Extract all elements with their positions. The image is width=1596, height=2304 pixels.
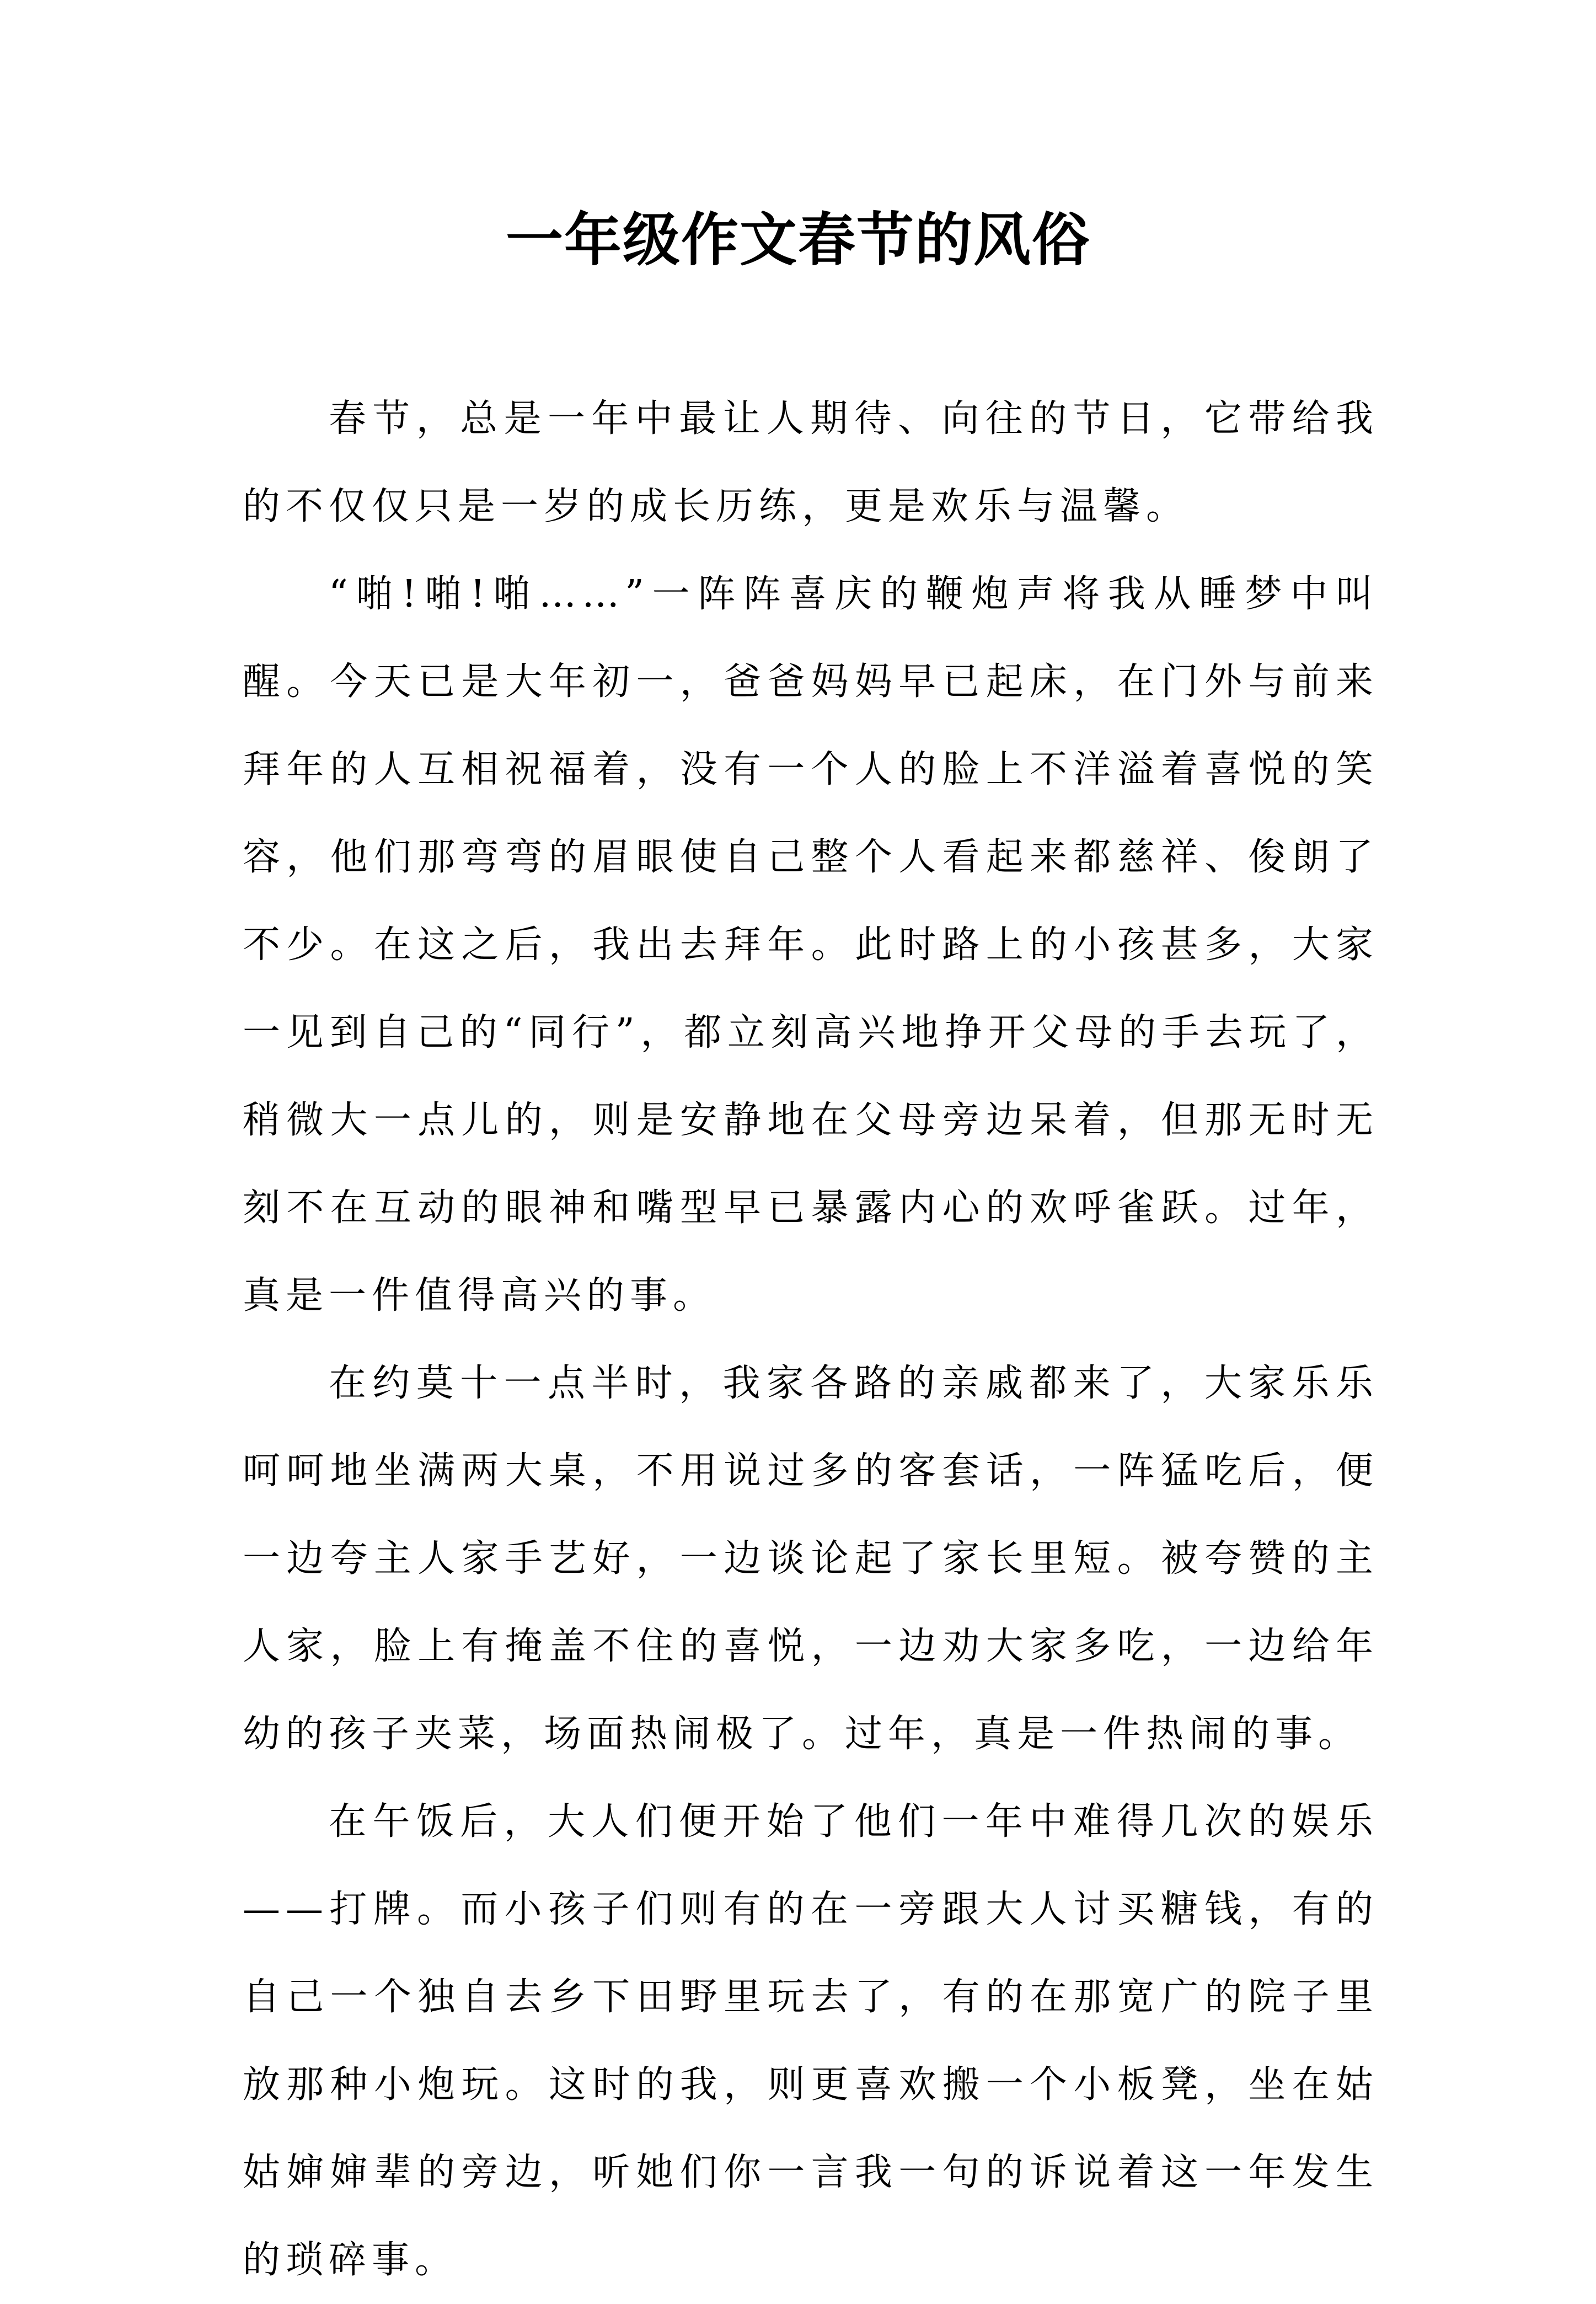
- paragraph: 在约莫十一点半时，我家各路的亲戚都来了，大家乐乐呵呵地坐满两大桌，不用说过多的客套话，一阵猛吃后，便一边夸主人家手艺好，一边谈论起了家长里短。被夸赞的主人家，脸上有掩盖不住的喜悦，一边劝大家多吃，一边给年幼的孩子夹菜，场面热闹极了。过年，真是一件热闹的事。: [243, 1362, 1379, 1756]
- document-title: 一年级作文春节的风俗: [505, 206, 1090, 274]
- paragraph: 春节，总是一年中最让人期待、向往的节日，它带给我的不仅仅只是一岁的成长历练，更是欢乐与温馨。: [243, 397, 1379, 528]
- paragraph: 在午饭后，大人们便开始了他们一年中难得几次的娱乐——打牌。而小孩子们则有的在一旁跟大人讨买糖钱，有的自己一个独自去乡下田野里玩去了，有的在那宽广的院子里放那种小炮玩。这时的我，则更喜欢搬一个小板凳，坐在姑姑婶婶辈的旁边，听她们你一言我一句的诉说着这一年发生的琐碎事。: [243, 1800, 1379, 2282]
- paragraph: “啪!啪!啪……”一阵阵喜庆的鞭炮声将我从睡梦中叫醒。今天已是大年初一，爸爸妈妈早已起床，在门外与前来拜年的人互相祝福着，没有一个人的脸上不洋溢着喜悦的笑容，他们那弯弯的眉眼使自己整个人看起来都慈祥、俊朗了不少。在这之后，我出去拜年。此时路上的小孩甚多，大家一见到自己的“同行”，都立刻高兴地挣开父母的手去玩了，稍微大一点儿的，则是安静地在父母旁边呆着，但那无时无刻不在互动的眼神和嘴型早已暴露内心的欢呼雀跃。过年，真是一件值得高兴的事。: [243, 572, 1379, 1317]
- document-body: [243, 375, 1379, 2304]
